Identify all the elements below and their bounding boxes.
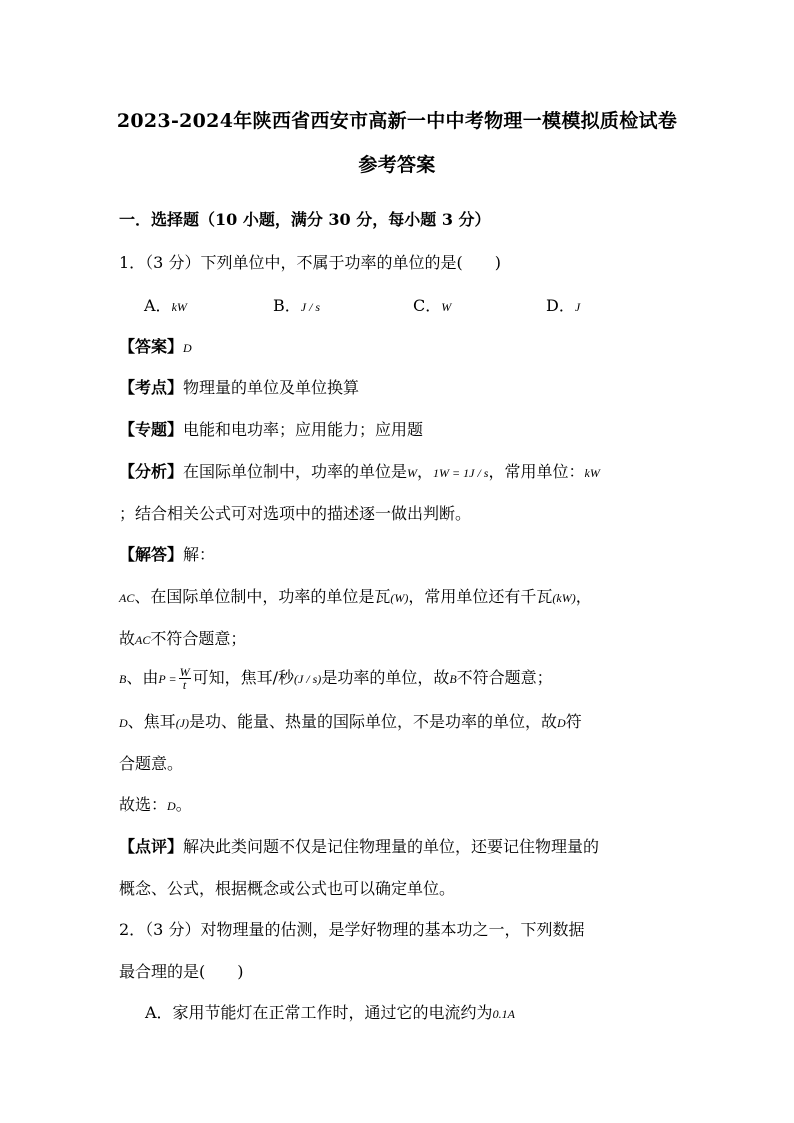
q1-zhuanti: 【专题】电能和电功率；应用能力；应用题 — [119, 420, 424, 439]
q1-solution-ac: AC、在国际单位制中，功率的单位是瓦(W)，常用单位还有千瓦(kW)， — [119, 587, 592, 606]
q1-solution-d-cont: 合题意。 — [119, 754, 184, 773]
q1-solution-ac-conclusion: 故AC不符合题意； — [119, 629, 247, 648]
q1-answer: 【答案】D — [119, 337, 192, 356]
q1-solution-b: B、由P = $\frac{W}{t}$ 可知，焦耳/秒(J / s)是功率的单位，故B不符合题意； — [119, 665, 553, 692]
q1-dianping-line1: 【点评】解决此类问题不仅是记住物理量的单位，还要记住物理量的 — [119, 837, 600, 856]
q1-jieda: 【解答】解： — [119, 545, 216, 564]
document-subtitle: 参考答案 — [358, 154, 436, 176]
document-title: 2023-2024年陕西省西安市高新一中中考物理一模模拟质检试卷 — [116, 110, 678, 132]
q1-option-d: D．J — [546, 296, 581, 315]
power-formula-fraction: $\frac{W}{t}$ — [179, 665, 190, 692]
q1-fenxi-line1: 【分析】在国际单位制中，功率的单位是W，1W = 1J / s，常用单位：kW — [119, 462, 600, 481]
q1-kaodian: 【考点】物理量的单位及单位换算 — [119, 378, 360, 397]
q2-stem-line2: 最合理的是( ) — [119, 962, 244, 981]
q2-stem-line1: 2．（3 分）对物理量的估测，是学好物理的基本功之一，下列数据 — [119, 920, 585, 939]
q1-option-c: C．W — [413, 296, 452, 315]
q1-option-b: B．J / s — [273, 296, 321, 315]
q1-dianping-line2: 概念、公式，根据概念或公式也可以确定单位。 — [119, 879, 456, 898]
q1-fenxi-line2: ；结合相关公式可对选项中的描述逐一做出判断。 — [119, 504, 472, 523]
q1-stem: 1．（3 分）下列单位中，不属于功率的单位的是( ) — [119, 253, 501, 272]
q1-option-a: A．kW — [144, 296, 187, 315]
q2-option-a: A．家用节能灯在正常工作时，通过它的电流约为0.1A — [145, 1003, 515, 1022]
q1-final-choice: 故选：D。 — [119, 795, 192, 814]
section-heading: 一．选择题（10 小题，满分 30 分，每小题 3 分） — [119, 210, 491, 229]
q1-options — [119, 296, 679, 318]
q1-solution-d: D、焦耳(J)是功、能量、热量的国际单位，不是功率的单位，故D符 — [119, 712, 582, 731]
